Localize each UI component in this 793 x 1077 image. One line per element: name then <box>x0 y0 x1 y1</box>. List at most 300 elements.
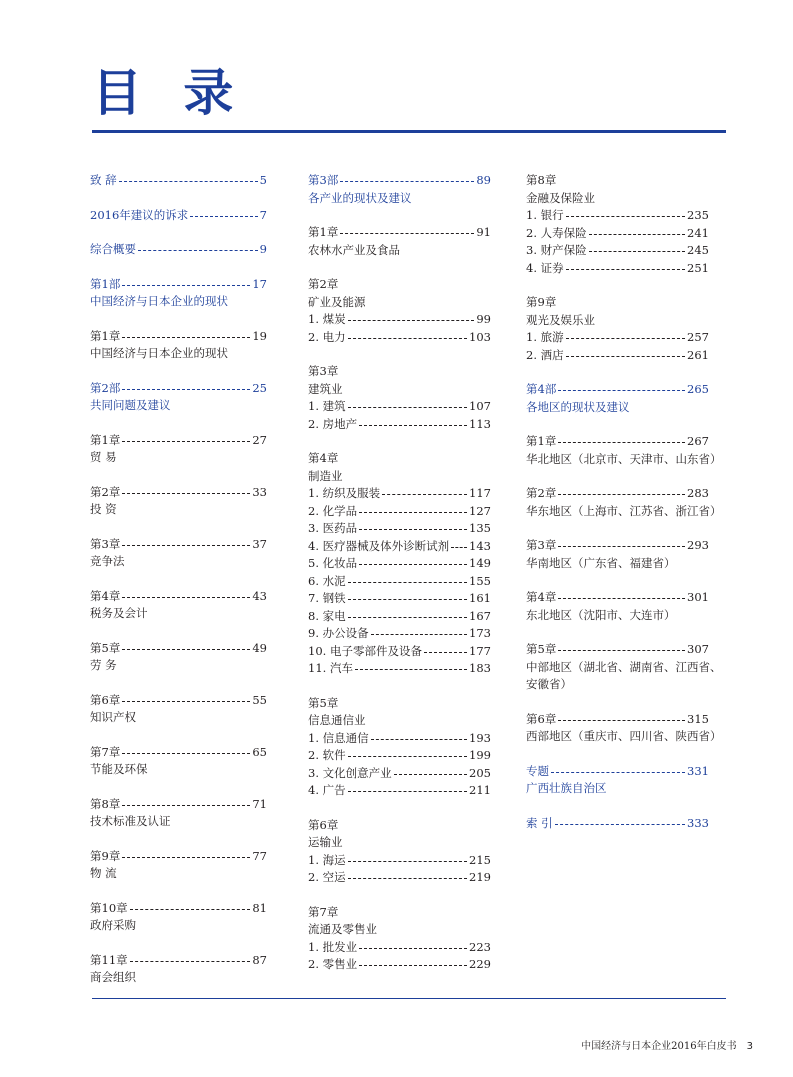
toc-line[interactable] <box>526 260 709 278</box>
toc-line[interactable] <box>90 380 267 398</box>
toc-line[interactable] <box>308 329 491 347</box>
leader-dashes <box>348 756 467 757</box>
leader-dashes <box>558 494 685 495</box>
toc-label: 4. 医疗器械及体外诊断试剂 <box>308 538 450 553</box>
leader-dashes <box>359 564 467 565</box>
leader-dashes <box>558 720 685 721</box>
toc-heading <box>308 695 491 713</box>
toc-page-number: 223 <box>469 939 491 954</box>
toc-line[interactable] <box>308 608 491 626</box>
toc-label: 竞争法 <box>90 554 125 568</box>
leader-dashes <box>348 338 467 339</box>
toc-line[interactable] <box>308 590 491 608</box>
toc-heading <box>308 834 491 852</box>
toc-column-3 <box>526 172 722 849</box>
toc-heading <box>90 865 267 883</box>
toc-heading <box>308 190 491 208</box>
toc-entry <box>308 450 491 678</box>
toc-entry <box>526 641 722 694</box>
leader-dashes <box>359 948 467 949</box>
toc-line[interactable] <box>90 484 267 502</box>
toc-label: 共同问题及建议 <box>90 398 171 412</box>
toc-label: 税务及会计 <box>90 606 148 620</box>
toc-label: 第7章 <box>308 904 339 919</box>
leader-dashes <box>122 545 250 546</box>
toc-label: 广西壮族自治区 <box>526 781 607 795</box>
toc-label: 政府采购 <box>90 918 136 932</box>
toc-line[interactable] <box>526 815 709 833</box>
toc-line[interactable] <box>90 848 267 866</box>
leader-dashes <box>122 701 250 702</box>
toc-label: 4. 广告 <box>308 783 346 797</box>
toc-line[interactable] <box>308 730 491 748</box>
toc-label: 贸 易 <box>90 450 117 464</box>
leader-dashes <box>122 441 250 442</box>
toc-label: 物 流 <box>90 866 117 880</box>
toc-label: 1. 建筑 <box>308 399 346 413</box>
toc-label: 5. 化妆品 <box>308 556 358 570</box>
toc-entry <box>90 207 267 225</box>
toc-page-number: 205 <box>469 765 491 780</box>
toc-line[interactable] <box>90 172 267 190</box>
toc-line[interactable] <box>90 796 267 814</box>
top-rule <box>92 130 726 133</box>
toc-page-number: 99 <box>476 312 491 326</box>
toc-heading <box>308 363 491 381</box>
toc-label: 第2部 <box>90 380 121 395</box>
toc-entry <box>308 363 491 433</box>
toc-heading <box>90 605 267 623</box>
toc-heading <box>90 657 267 675</box>
toc-label: 2. 软件 <box>308 748 346 762</box>
toc-line[interactable] <box>526 347 709 365</box>
toc-line[interactable] <box>90 241 267 259</box>
toc-entry <box>90 276 267 311</box>
toc-label: 第2章 <box>90 484 121 499</box>
toc-page-number: 193 <box>469 730 491 745</box>
toc-heading <box>308 904 491 922</box>
toc-line[interactable] <box>308 538 491 556</box>
toc-label: 3. 文化创意产业 <box>308 765 392 780</box>
toc-label: 3. 财产保险 <box>526 243 587 257</box>
toc-page-number: 107 <box>469 399 491 413</box>
toc-heading <box>308 817 491 835</box>
toc-label: 1. 批发业 <box>308 939 358 954</box>
leader-dashes <box>589 234 685 235</box>
toc-label: 第10章 <box>90 900 128 915</box>
toc-line[interactable] <box>526 225 709 243</box>
toc-label: 第8章 <box>526 173 557 187</box>
toc-page-number: 241 <box>687 225 709 240</box>
leader-dashes <box>359 965 467 966</box>
leader-dashes <box>359 425 467 426</box>
toc-line[interactable] <box>308 852 491 870</box>
toc-entry <box>526 537 709 572</box>
toc-page-number: 117 <box>469 486 491 500</box>
leader-dashes <box>122 857 250 858</box>
toc-page-number: 17 <box>252 276 267 291</box>
toc-entry <box>526 294 709 364</box>
leader-dashes <box>348 320 475 321</box>
toc-line[interactable] <box>526 329 709 347</box>
toc-entry <box>90 172 267 190</box>
toc-heading <box>526 451 722 469</box>
toc-page-number: 215 <box>469 852 491 867</box>
toc-label: 索 引 <box>526 815 553 830</box>
toc-heading <box>308 450 491 468</box>
toc-label: 8. 家电 <box>308 608 346 623</box>
leader-dashes <box>359 529 467 530</box>
toc-entry <box>526 485 722 520</box>
toc-line[interactable] <box>526 485 709 503</box>
toc-entry <box>526 172 709 277</box>
toc-line[interactable] <box>308 782 491 800</box>
toc-label: 3. 医药品 <box>308 521 358 535</box>
toc-line[interactable] <box>526 537 709 555</box>
toc-label: 金融及保险业 <box>526 190 595 205</box>
toc-page-number: 89 <box>476 173 491 187</box>
footer-title: 中国经济与日本企业2016年白皮书 <box>581 1041 737 1052</box>
toc-label: 2. 零售业 <box>308 957 358 971</box>
toc-label: 观光及娱乐业 <box>526 312 595 327</box>
toc-line[interactable] <box>308 625 491 643</box>
toc-label: 第4章 <box>308 451 339 465</box>
toc-heading <box>90 345 267 363</box>
toc-label: 知识产权 <box>90 710 136 724</box>
toc-page-number: 9 <box>259 242 267 256</box>
leader-dashes <box>558 650 685 651</box>
toc-entry <box>90 796 267 831</box>
toc-label: 2. 房地产 <box>308 416 358 431</box>
toc-heading <box>308 276 491 294</box>
toc-label: 1. 信息通信 <box>308 730 369 745</box>
leader-dashes <box>382 494 467 495</box>
toc-entry <box>90 536 267 571</box>
toc-label: 1. 纺织及服装 <box>308 486 381 500</box>
toc-label: 第3部 <box>308 173 339 187</box>
toc-label: 2. 酒店 <box>526 347 564 362</box>
toc-page-number: 229 <box>469 957 491 971</box>
toc-line[interactable] <box>526 641 709 659</box>
toc-page-number: 43 <box>252 588 267 603</box>
toc-page-number: 19 <box>252 328 267 343</box>
page-title: 目 录 <box>92 64 246 122</box>
toc-line[interactable] <box>526 711 709 729</box>
toc-page-number: 37 <box>252 536 267 551</box>
toc-page-number: 127 <box>469 503 491 518</box>
toc-line[interactable] <box>90 588 267 606</box>
toc-label: 技术标准及认证 <box>90 814 171 828</box>
leader-dashes <box>355 669 467 670</box>
toc-page-number: 65 <box>252 744 267 759</box>
toc-line[interactable] <box>308 485 491 503</box>
leader-dashes <box>348 407 467 408</box>
toc-line[interactable] <box>308 747 491 765</box>
leader-dashes <box>566 356 685 357</box>
toc-entry <box>526 711 722 746</box>
toc-page-number: 33 <box>252 484 267 499</box>
toc-column-2 <box>308 172 491 991</box>
toc-entry <box>90 432 267 467</box>
toc-label: 致 辞 <box>90 173 117 187</box>
toc-page-number: 113 <box>469 416 491 431</box>
toc-line[interactable] <box>308 503 491 521</box>
toc-label: 信息通信业 <box>308 713 366 727</box>
leader-dashes <box>371 739 467 740</box>
toc-page-number: 235 <box>687 208 709 222</box>
toc-label: 10. 电子零部件及设备 <box>308 643 422 658</box>
toc-entry <box>90 484 267 519</box>
toc-line[interactable] <box>308 311 491 329</box>
toc-page-number: 25 <box>252 380 267 395</box>
toc-heading <box>526 294 709 312</box>
toc-label: 第1章 <box>308 225 339 239</box>
leader-dashes <box>566 216 685 217</box>
toc-label: 1. 银行 <box>526 208 564 222</box>
toc-page-number: 103 <box>469 329 491 344</box>
toc-page-number: 71 <box>252 796 267 811</box>
toc-page-number: 149 <box>469 556 491 570</box>
toc-label: 第6章 <box>308 817 339 832</box>
toc-label: 制造业 <box>308 468 343 483</box>
toc-label: 9. 办公设备 <box>308 626 369 640</box>
toc-label: 中部地区（湖北省、湖南省、江西省、 <box>526 659 722 674</box>
leader-dashes <box>122 285 250 286</box>
toc-page-number: 199 <box>469 748 491 762</box>
toc-label: 第5章 <box>90 640 121 655</box>
toc-entry <box>90 588 267 623</box>
leader-dashes <box>119 181 258 182</box>
page-number: 3 <box>746 1041 753 1052</box>
toc-label: 第9章 <box>90 848 121 863</box>
leader-dashes <box>190 216 257 217</box>
leader-dashes <box>558 598 685 599</box>
toc-label: 7. 钢铁 <box>308 591 346 605</box>
toc-line[interactable] <box>308 224 491 242</box>
toc-entry <box>308 817 491 887</box>
leader-dashes <box>555 824 685 825</box>
toc-line[interactable] <box>308 520 491 538</box>
leader-dashes <box>122 649 250 650</box>
toc-line[interactable] <box>308 643 491 661</box>
leader-dashes <box>348 791 467 792</box>
toc-page-number: 333 <box>687 815 709 830</box>
leader-dashes <box>122 337 250 338</box>
toc-label: 第1章 <box>90 432 121 447</box>
toc-page-number: 81 <box>252 900 267 915</box>
toc-heading <box>308 294 491 312</box>
toc-line[interactable] <box>90 432 267 450</box>
toc-page-number: 161 <box>469 591 491 605</box>
toc-page-number: 219 <box>469 870 491 884</box>
leader-dashes <box>589 251 685 252</box>
toc-heading <box>90 501 267 519</box>
toc-label: 2016年建议的诉求 <box>90 207 189 222</box>
toc-label: 投 资 <box>90 502 117 516</box>
toc-page-number: 257 <box>687 330 709 344</box>
toc-heading <box>526 728 722 746</box>
toc-label: 第1章 <box>90 328 121 343</box>
leader-dashes <box>122 389 250 390</box>
toc-label: 2. 人寿保险 <box>526 225 587 240</box>
leader-dashes <box>138 250 258 251</box>
toc-line[interactable] <box>90 328 267 346</box>
leader-dashes <box>122 493 250 494</box>
toc-heading <box>90 553 267 571</box>
toc-line[interactable] <box>90 207 267 225</box>
toc-page-number: 87 <box>252 952 267 967</box>
toc-label: 2. 空运 <box>308 870 346 884</box>
toc-line[interactable] <box>308 573 491 591</box>
leader-dashes <box>348 861 467 862</box>
leader-dashes <box>558 390 685 391</box>
toc-heading <box>308 712 491 730</box>
toc-label: 第2章 <box>308 277 339 291</box>
toc-label: 第9章 <box>526 295 557 309</box>
toc-page-number: 267 <box>687 434 709 448</box>
toc-page-number: 293 <box>687 538 709 552</box>
toc-line[interactable] <box>90 952 267 970</box>
toc-entry <box>90 692 267 727</box>
leader-dashes <box>451 547 467 548</box>
toc-entry <box>90 848 267 883</box>
toc-page-number: 27 <box>252 432 267 447</box>
leader-dashes <box>340 233 474 234</box>
toc-line[interactable] <box>308 398 491 416</box>
toc-line[interactable] <box>308 869 491 887</box>
toc-label: 节能及环保 <box>90 762 148 776</box>
toc-heading <box>90 709 267 727</box>
toc-column-1 <box>90 172 267 1004</box>
toc-label: 东北地区（沈阳市、大连市） <box>526 607 676 622</box>
leader-dashes <box>551 772 685 773</box>
leader-dashes <box>566 269 685 270</box>
toc-page-number: 49 <box>252 640 267 655</box>
toc-line[interactable] <box>90 640 267 658</box>
toc-heading <box>526 312 709 330</box>
toc-heading <box>308 242 491 260</box>
toc-page-number: 245 <box>687 243 709 257</box>
toc-label: 安徽省） <box>526 677 572 691</box>
toc-label: 2. 化学品 <box>308 503 358 518</box>
toc-line[interactable] <box>90 744 267 762</box>
toc-line[interactable] <box>526 589 709 607</box>
toc-line[interactable] <box>308 956 491 974</box>
toc-line[interactable] <box>526 763 709 781</box>
toc-line[interactable] <box>308 765 491 783</box>
toc-page-number: 177 <box>469 643 491 658</box>
toc-heading <box>308 468 491 486</box>
toc-line[interactable] <box>308 172 491 190</box>
leader-dashes <box>359 512 467 513</box>
toc-heading <box>526 555 709 573</box>
leader-dashes <box>348 599 467 600</box>
toc-page-number: 155 <box>469 573 491 588</box>
toc-label: 综合概要 <box>90 242 136 256</box>
toc-entry <box>90 380 267 415</box>
toc-line[interactable] <box>526 433 709 451</box>
toc-page-number: 283 <box>687 486 709 500</box>
toc-entry <box>308 904 491 974</box>
toc-line[interactable] <box>526 207 709 225</box>
toc-line[interactable] <box>308 939 491 957</box>
toc-label: 第2章 <box>526 486 557 500</box>
toc-label: 华北地区（北京市、天津市、山东省） <box>526 451 722 466</box>
toc-label: 第6章 <box>526 711 557 726</box>
toc-label: 第3章 <box>308 364 339 378</box>
toc-line[interactable] <box>308 555 491 573</box>
toc-label: 6. 水泥 <box>308 573 346 588</box>
toc-line[interactable] <box>526 381 709 399</box>
leader-dashes <box>424 652 467 653</box>
toc-heading <box>526 190 709 208</box>
toc-line[interactable] <box>526 242 709 260</box>
toc-line[interactable] <box>90 900 267 918</box>
toc-heading <box>526 399 709 417</box>
toc-heading <box>90 969 267 987</box>
toc-label: 第4部 <box>526 382 557 396</box>
toc-page-number: 7 <box>259 207 267 222</box>
toc-heading <box>526 607 709 625</box>
toc-label: 西部地区（重庆市、四川省、陕西省） <box>526 729 722 743</box>
toc-line[interactable] <box>308 660 491 678</box>
toc-heading <box>90 917 267 935</box>
toc-entry <box>308 695 491 800</box>
toc-label: 第5章 <box>308 695 339 710</box>
toc-label: 商会组织 <box>90 970 136 984</box>
toc-label: 运输业 <box>308 835 343 849</box>
toc-entry <box>526 815 709 833</box>
leader-dashes <box>371 634 467 635</box>
toc-entry <box>526 381 709 416</box>
toc-heading <box>526 676 709 694</box>
toc-entry <box>308 224 491 259</box>
toc-label: 第7章 <box>90 744 121 759</box>
toc-page-number: 315 <box>687 711 709 726</box>
toc-label: 农林水产业及食品 <box>308 242 400 257</box>
toc-heading <box>90 761 267 779</box>
toc-line[interactable] <box>90 276 267 294</box>
toc-page-number: 91 <box>476 225 491 239</box>
toc-entry <box>90 900 267 935</box>
toc-label: 中国经济与日本企业的现状 <box>90 294 228 308</box>
toc-page-number: 211 <box>469 783 491 797</box>
toc-label: 1. 旅游 <box>526 330 564 344</box>
toc-label: 专题 <box>526 763 549 778</box>
toc-page-number: 265 <box>687 382 709 396</box>
toc-line[interactable] <box>308 416 491 434</box>
toc-page-number: 307 <box>687 642 709 656</box>
toc-label: 第8章 <box>90 796 121 811</box>
toc-label: 中国经济与日本企业的现状 <box>90 346 228 360</box>
toc-entry <box>308 172 491 207</box>
toc-label: 第4章 <box>90 588 121 603</box>
toc-label: 劳 务 <box>90 658 117 672</box>
toc-page-number: 77 <box>252 848 267 863</box>
toc-line[interactable] <box>90 692 267 710</box>
toc-label: 11. 汽车 <box>308 661 353 675</box>
toc-label: 建筑业 <box>308 381 343 396</box>
toc-page-number: 167 <box>469 608 491 623</box>
leader-dashes <box>348 878 467 879</box>
toc-line[interactable] <box>90 536 267 554</box>
leader-dashes <box>558 546 685 547</box>
toc-label: 第3章 <box>90 536 121 551</box>
toc-heading <box>526 172 709 190</box>
toc-entry <box>90 328 267 363</box>
leader-dashes <box>122 753 250 754</box>
toc-label: 各地区的现状及建议 <box>526 399 630 414</box>
